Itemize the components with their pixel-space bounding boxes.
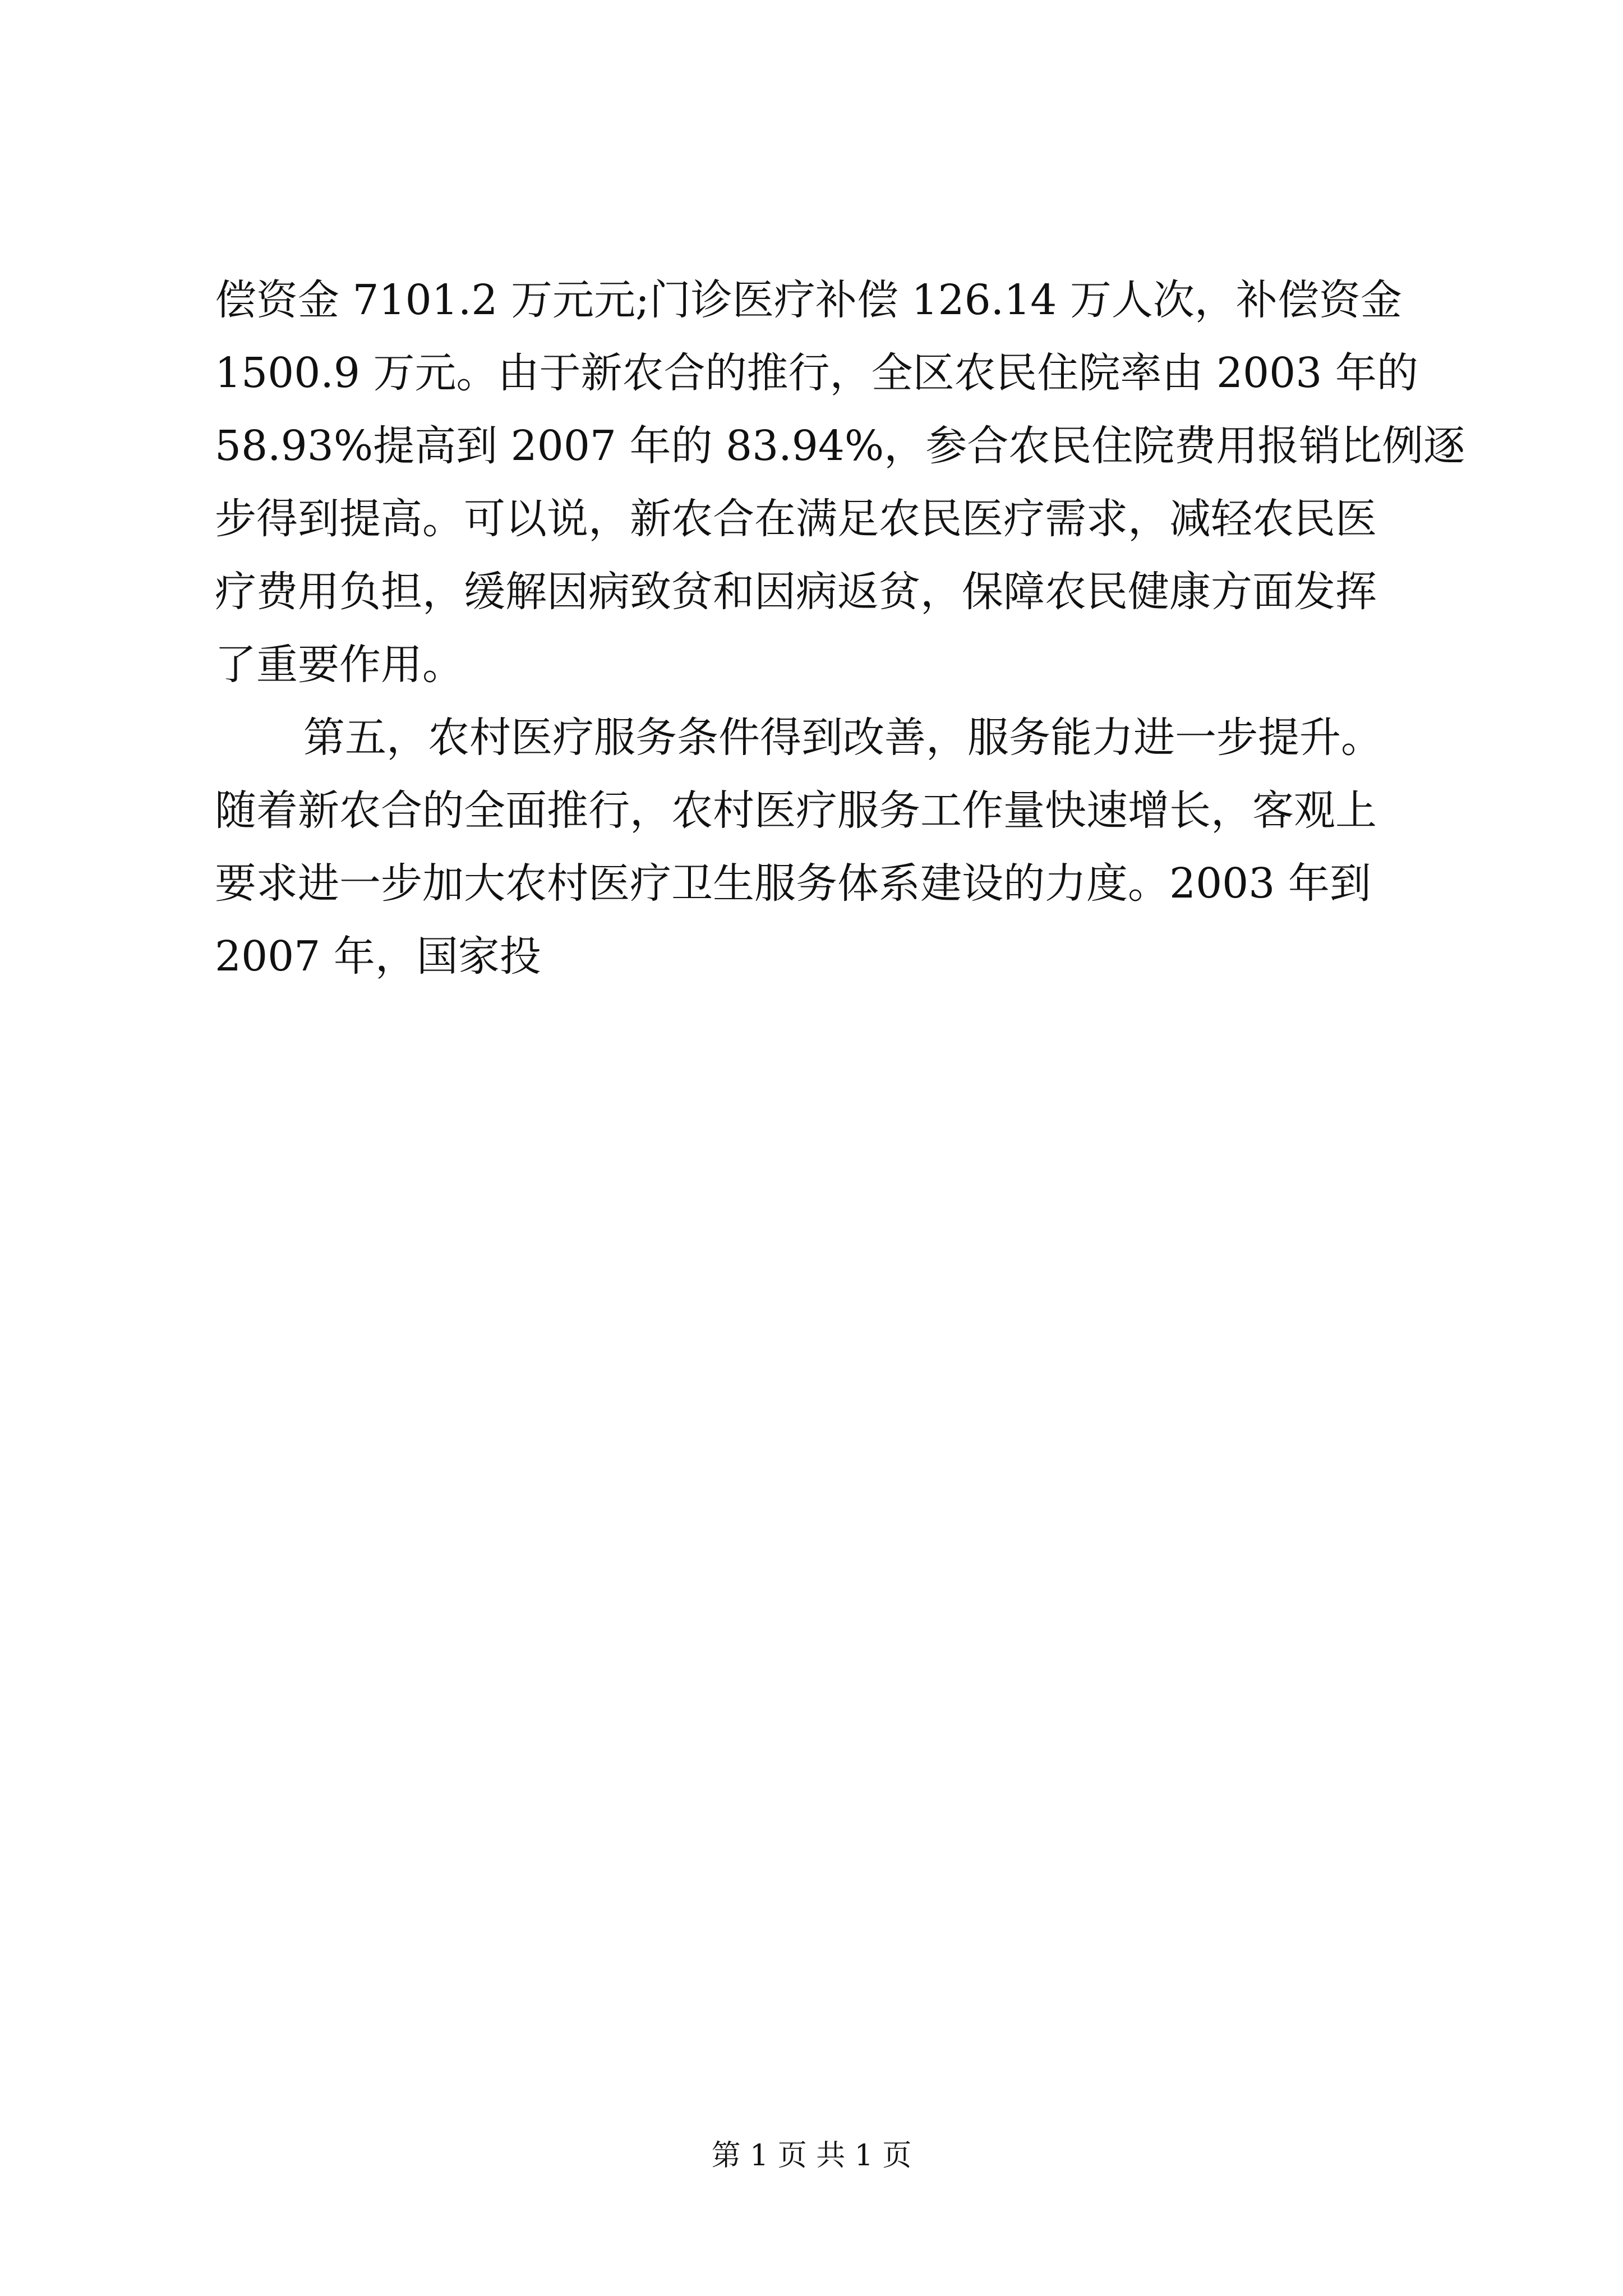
text-line: 2007 年，国家投 xyxy=(215,932,541,981)
text-line: 1500.9 万元。由于新农合的推行，全区农民住院率由 2003 年的 xyxy=(215,349,1418,397)
text-line-indented: 第五，农村医疗服务条件得到改善，服务能力进一步提升。 xyxy=(303,714,1382,762)
document-body xyxy=(215,264,1465,993)
text-line: 了重要作用。 xyxy=(215,641,464,689)
page-number-footer: 第 1 页 共 1 页 xyxy=(711,2139,912,2173)
text-line: 要求进一步加大农村医疗卫生服务体系建设的力度。2003 年到 xyxy=(215,859,1371,908)
text-line: 步得到提高。可以说，新农合在满足农民医疗需求，减轻农民医 xyxy=(215,495,1377,543)
text-line: 58.93%提高到 2007 年的 83.94%，参合农民住院费用报销比例逐 xyxy=(215,422,1465,470)
text-line: 偿资金 7101.2 万元元;门诊医疗补偿 126.14 万人次，补偿资金 xyxy=(215,276,1402,324)
text-line: 疗费用负担，缓解因病致贫和因病返贫，保障农民健康方面发挥 xyxy=(215,568,1377,616)
text-line: 随着新农合的全面推行，农村医疗服务工作量快速增长，客观上 xyxy=(215,786,1377,835)
